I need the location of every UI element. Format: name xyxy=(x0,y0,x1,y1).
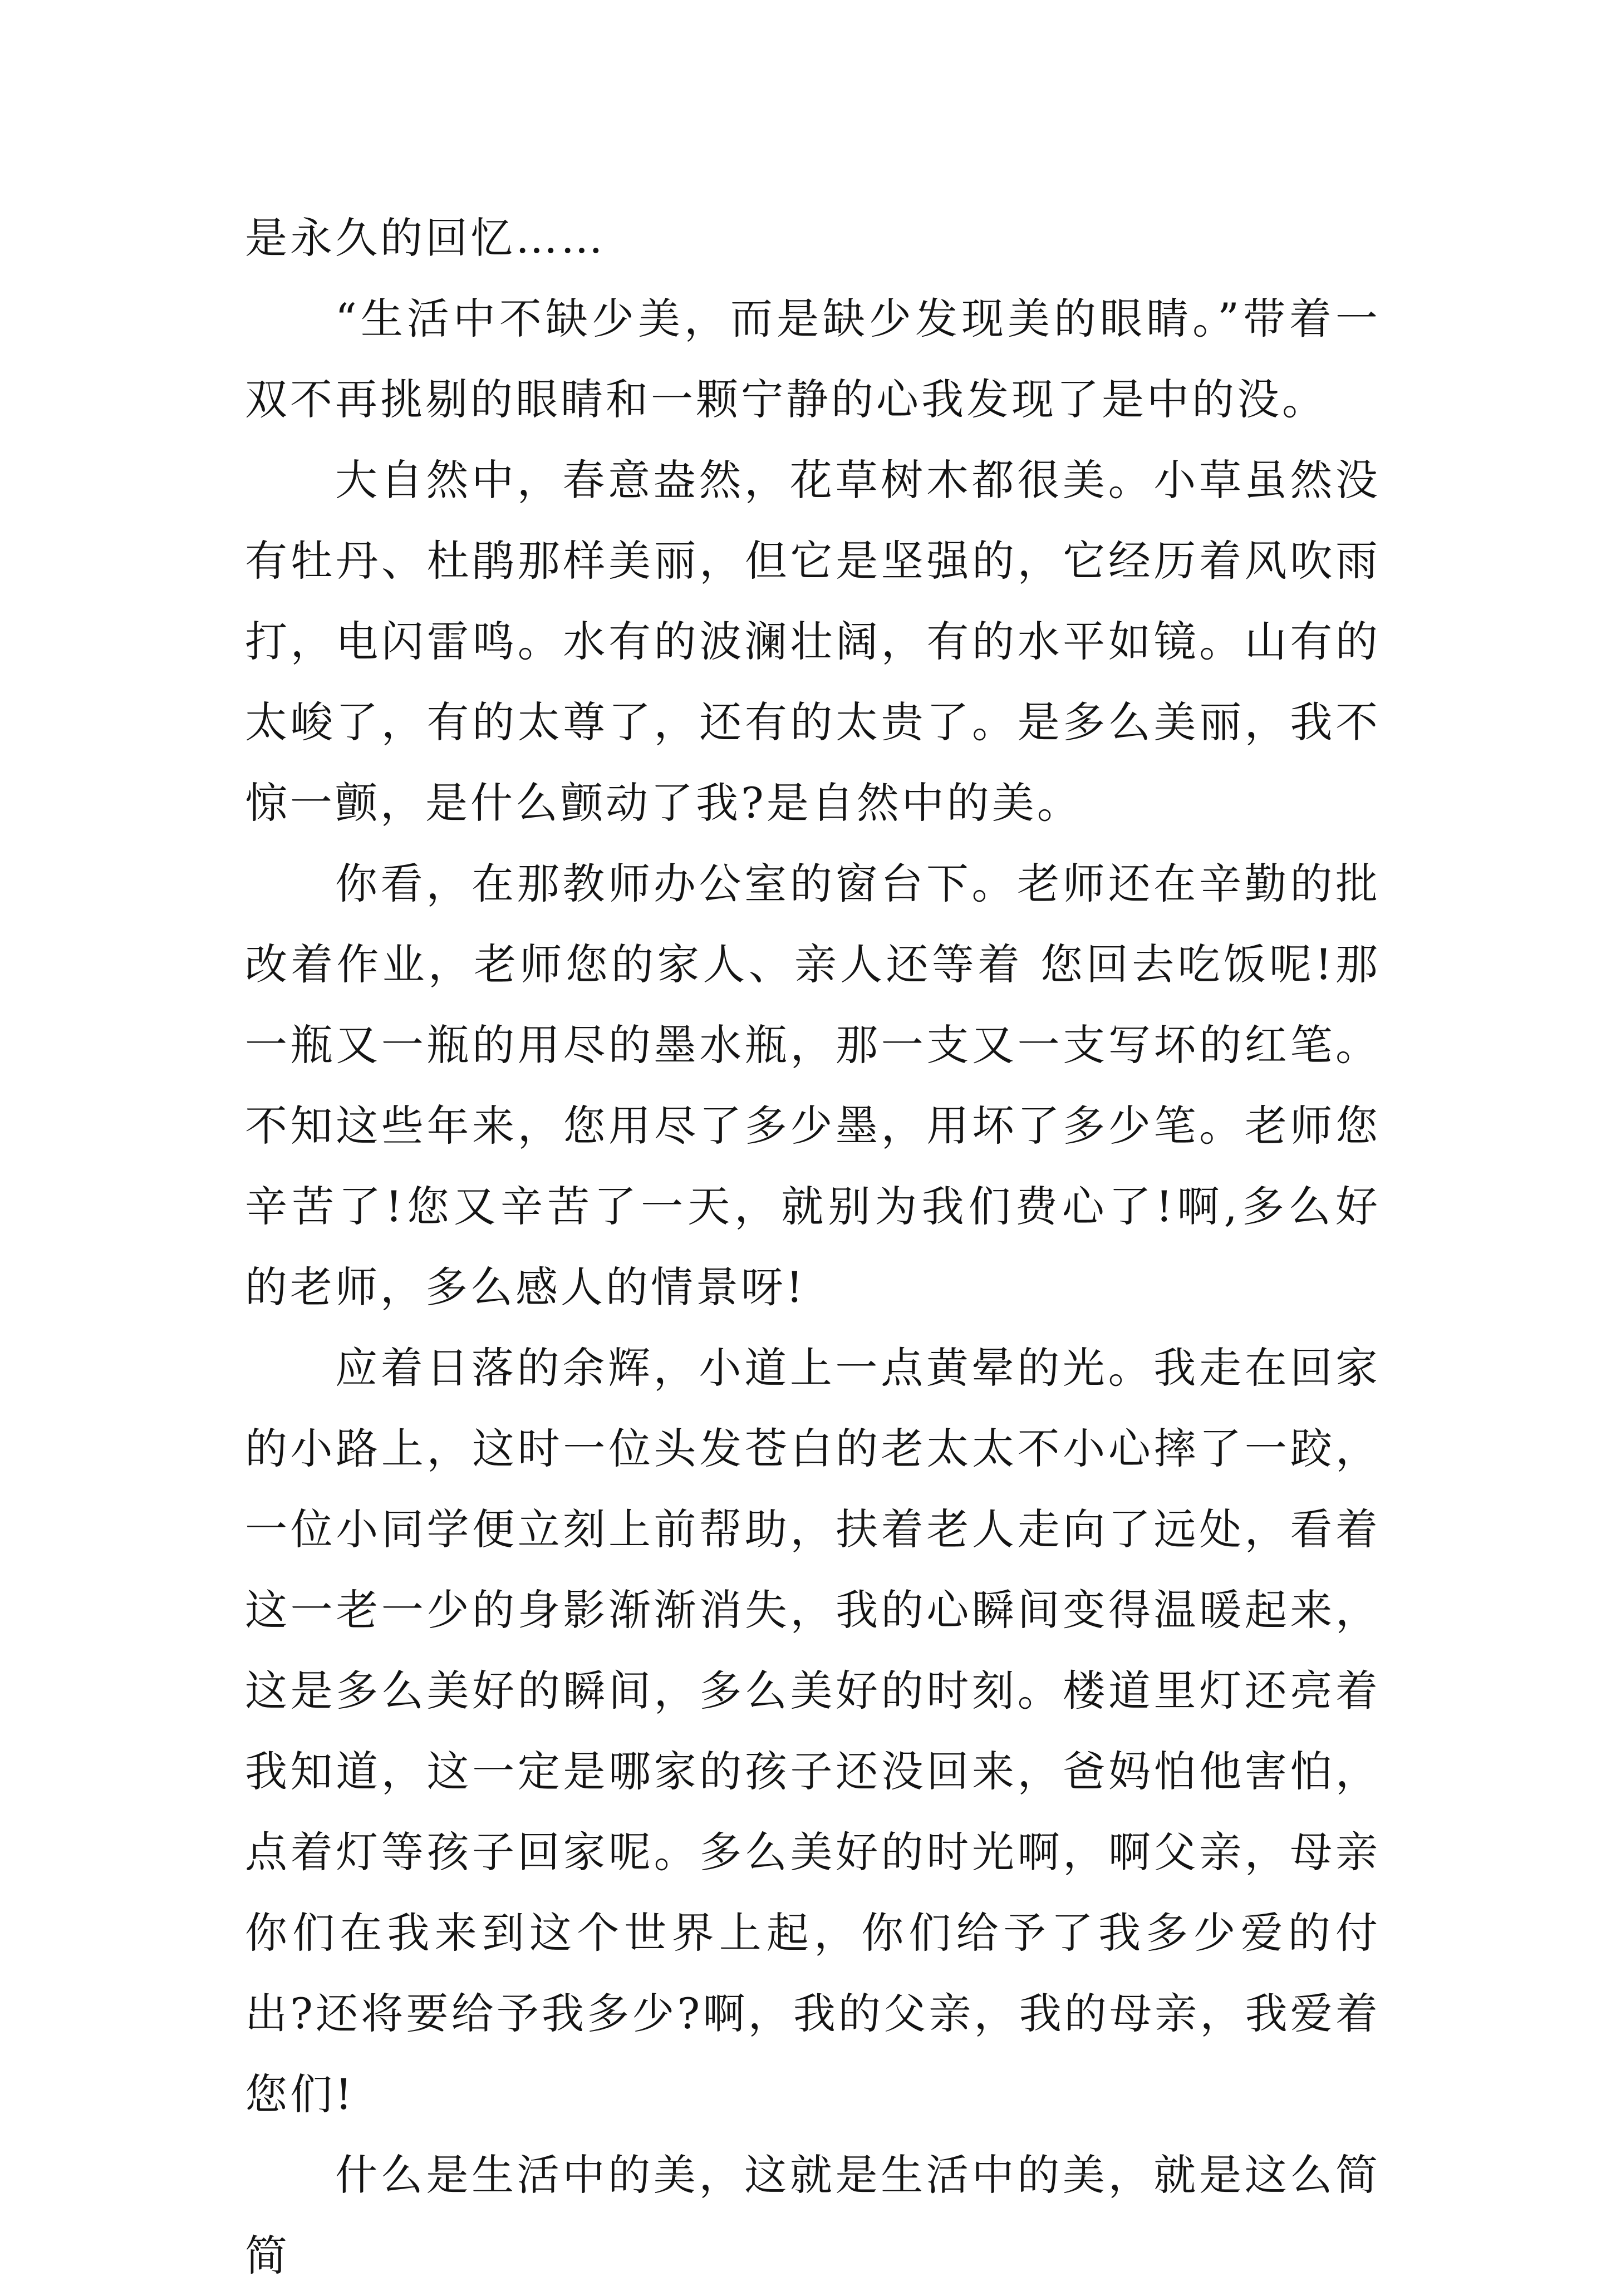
paragraph-3: 大自然中，春意盎然，花草树木都很美。小草虽然没有牡丹、杜鹃那样美丽，但它是坚强的，它经历着风吹雨打，电闪雷鸣。水有的波澜壮阔，有的水平如镜。山有的太峻了，有的太尊了，还有的太贵了。是多么美丽，我不惊一颤，是什么颤动了我?是自然中的美。 xyxy=(245,455,1381,828)
paragraph-2: “生活中不缺少美，而是缺少发现美的眼睛。”带着一双不再挑剔的眼睛和一颗宁静的心我发现了是中的没。 xyxy=(245,294,1381,424)
paragraph-1: 是永久的回忆…… xyxy=(245,213,606,263)
paragraph-6: 什么是生活中的美，这就是生活中的美，就是这么简简 xyxy=(245,2150,1381,2280)
paragraph-4: 你看，在那教师办公室的窗台下。老师还在辛勤的批改着作业，老师您的家人、亲人还等着 您回去吃饭呢!那一瓶又一瓶的用尽的墨水瓶，那一支又一支写坏的红笔。不知这些年来，您用尽了多少墨，用坏了多少笔。老师您辛苦了!您又辛苦了一天，就别为我们费心了!啊,多么好的老师，多么感人的情景呀! xyxy=(245,859,1381,1312)
essay-body xyxy=(245,198,1381,2296)
paragraph-5: 应着日落的余辉，小道上一点黄晕的光。我走在回家的小路上，这时一位头发苍白的老太太不小心摔了一跤，一位小同学便立刻上前帮助，扶着老人走向了远处，看着这一老一少的身影渐渐消失，我的心瞬间变得温暖起来，这是多么美好的瞬间，多么美好的时刻。楼道里灯还亮着我知道，这一定是哪家的孩子还没回来，爸妈怕他害怕，点着灯等孩子回家呢。多么美好的时光啊，啊父亲，母亲你们在我来到这个世界上起，你们给予了我多少爱的付出?还将要给予我多少?啊，我的父亲，我的母亲，我爱着您们! xyxy=(245,1343,1381,2119)
